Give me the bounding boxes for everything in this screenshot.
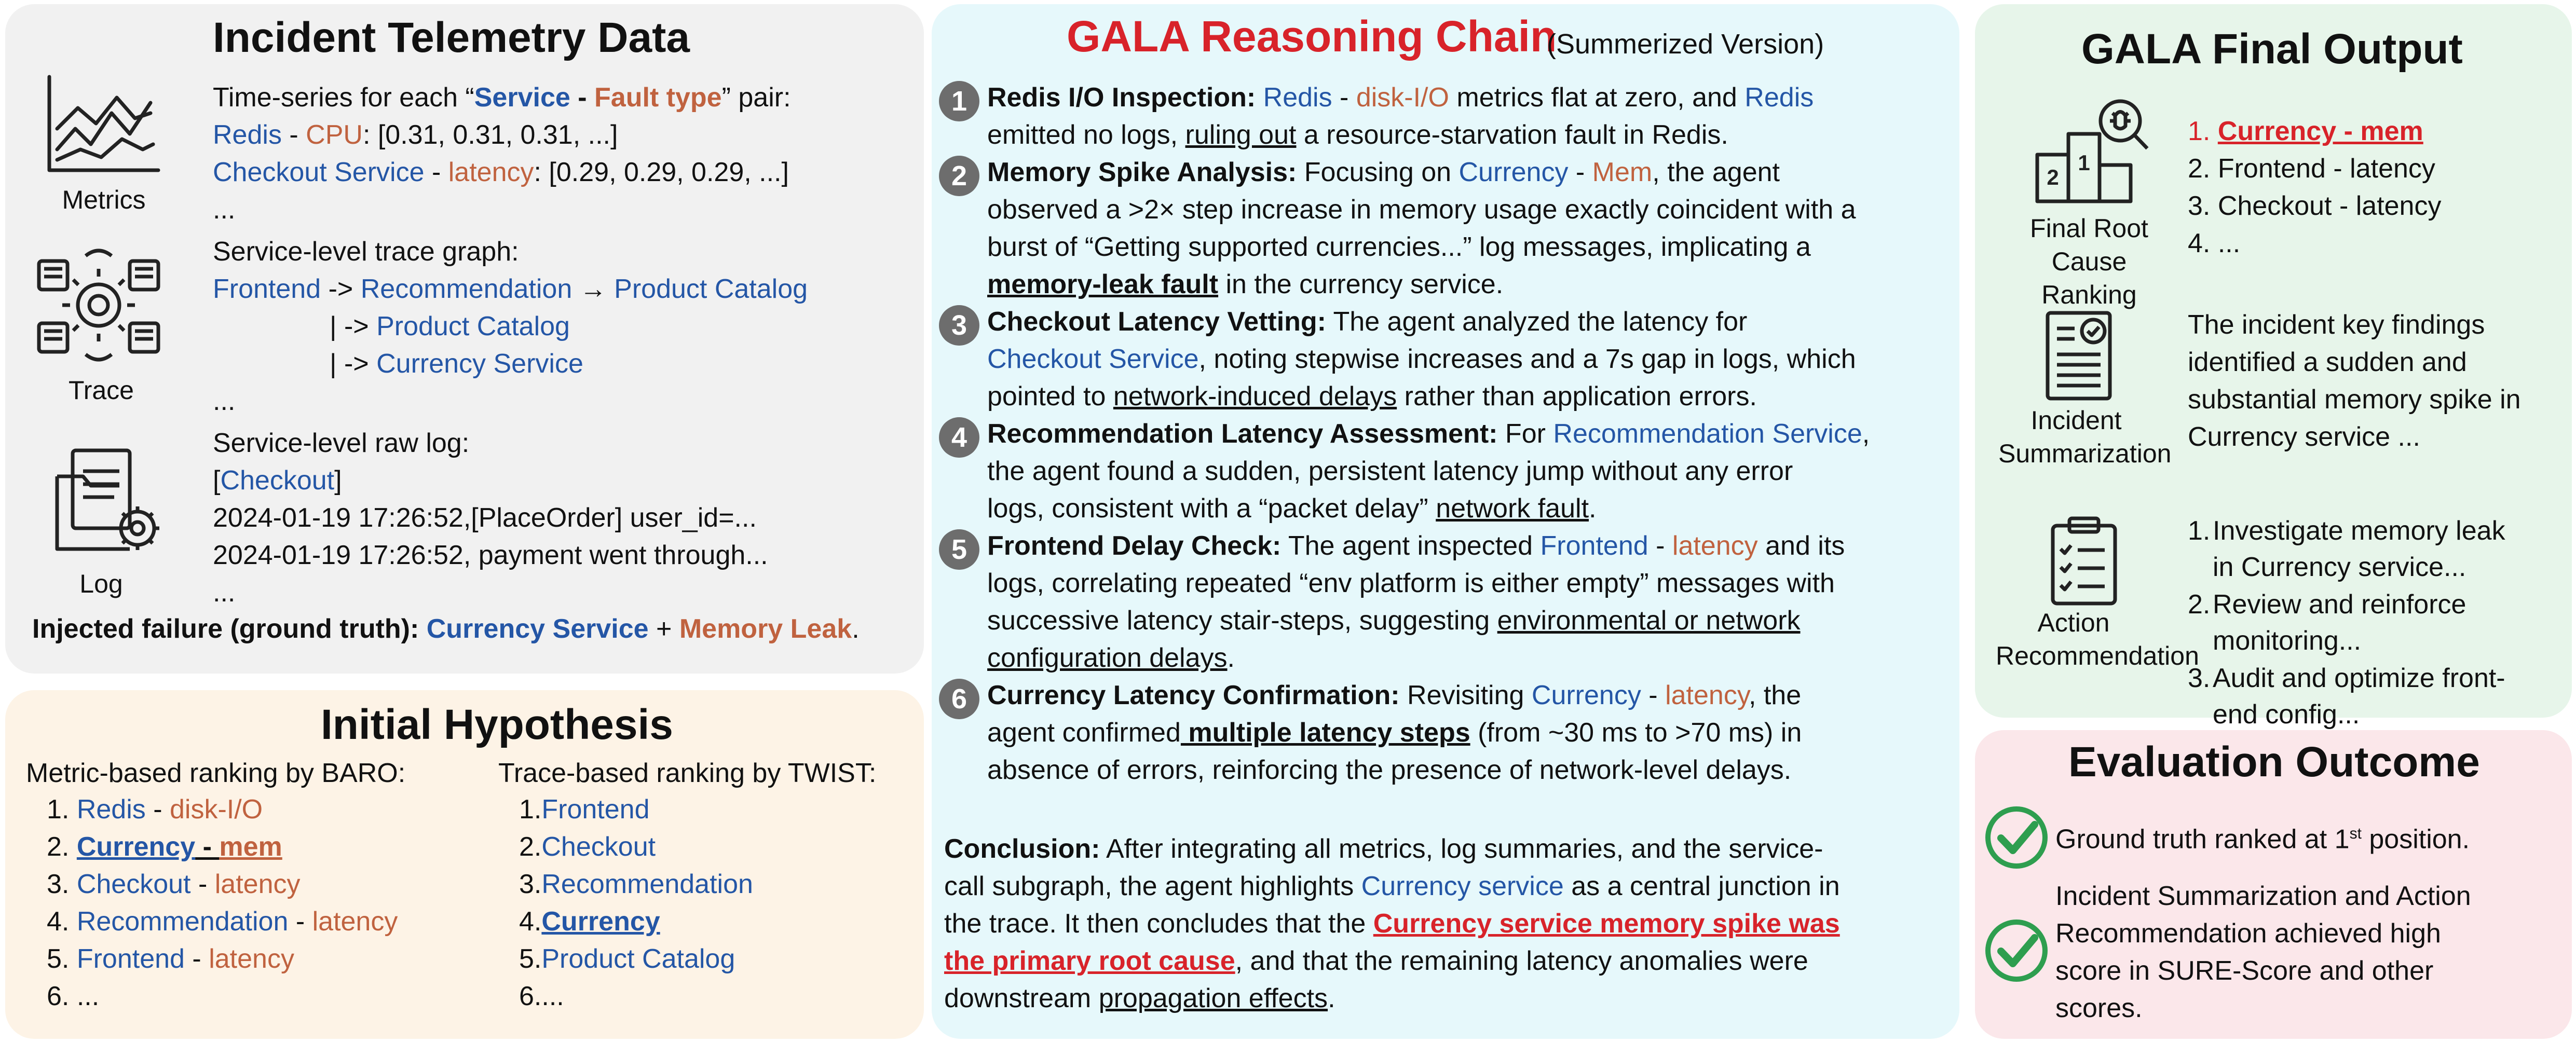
rank-number: 1. [519,794,542,825]
rank-text: Frontend - latency [2217,154,2435,184]
rank-service: Frontend [541,794,650,825]
step-6-line-3: absence of errors, reinforcing the presence of network-level delays. [987,755,1792,785]
rank-metric: disk-I/O [170,794,263,825]
gala-title: GALA Reasoning Chain [1067,12,1557,61]
step-2-badge: 2 [939,156,979,196]
root-cause-item [2188,116,2423,147]
step-3-badge: 3 [939,305,979,346]
rank-number: 6. [519,981,542,1011]
twist-rank-item [519,794,650,825]
metric-row-2: Checkout Service - latency: [0.29, 0.29, 0.29, ...] [213,157,789,187]
action-line: end config... [2213,699,2360,730]
rank-number: 2. [519,832,542,862]
conclusion-line-2: call subgraph, the agent highlights Currency service as a central junction in [944,871,1840,901]
metric-row-1: Redis - CPU: [0.31, 0.31, 0.31, ...] [213,120,618,150]
evaluation-line: Incident Summarization and Action [2055,881,2471,911]
step-1-badge: 1 [939,81,979,121]
rank-metric: latency [214,869,301,899]
evaluation-title: Evaluation Outcome [2068,738,2480,786]
gala-panel [932,4,1959,1039]
trace-row-1: Frontend -> Recommendation → Product Catalog [213,274,808,304]
rank-dash: - [288,907,312,937]
ellipsis: ... [213,195,236,225]
twist-rank-item [519,869,753,900]
step-1-line-2: emitted no logs, ruling out a resource-starvation fault in Redis. [987,120,1728,150]
rank-service: Currency [541,907,660,937]
rank-service: Recommendation [76,907,289,937]
rank-service: Currency [76,832,196,862]
trace-label: Trace [69,376,134,405]
rank-text: Checkout - latency [2217,191,2442,221]
rank-service: Redis [76,794,146,825]
telemetry-panel [5,4,924,674]
rank-service: Frontend [76,944,185,974]
action-number: 1. [2188,516,2211,546]
summary-line: Currency service ... [2188,422,2420,452]
evaluation-rank-result: Ground truth ranked at 1st position. [2055,824,2470,855]
baro-rank-item [47,943,294,975]
action-line: monitoring... [2213,626,2362,656]
root-cause-item [2188,228,2240,259]
final-output-title: GALA Final Output [2081,25,2463,73]
conclusion-line-1: Conclusion: After integrating all metrics, log summaries, and the service- [944,834,1823,864]
rank-service: Product Catalog [541,944,735,974]
rank-label: Final Root Cause Ranking [2030,214,2148,309]
root-cause-item [2188,190,2441,222]
rank-metric: latency [209,944,294,974]
action-number: 2. [2188,589,2211,620]
log-line-1: 2024-01-19 17:26:52,[PlaceOrder] user_id=... [213,503,757,533]
log-label: Log [79,569,123,598]
metrics-chart-icon [39,72,163,181]
evaluation-line: Recommendation achieved high [2055,918,2441,949]
summary-line: substantial memory spike in [2188,385,2521,415]
rank-service: ... [541,981,564,1011]
baro-rank-item [47,906,398,937]
check-circle-icon [1983,917,2050,984]
gala-subtitle: (Summerized Version) [1547,29,1824,60]
step-5-line-1: Frontend Delay Check: The agent inspected Frontend - latency and its [987,531,1845,561]
conclusion-line-4: the primary root cause, and that the remaining latency anomalies were [944,946,1808,976]
hypothesis-panel [5,690,924,1039]
hypothesis-title: Initial Hypothesis [321,701,673,748]
log-service: [Checkout] [213,465,342,496]
rank-number: 2. [47,832,70,862]
conclusion-line-3: the trace. It then concludes that the Currency service memory spike was [944,909,1840,939]
step-4-badge: 4 [939,417,979,458]
ellipsis: ... [213,386,236,416]
step-5-line-2: logs, correlating repeated “env platform is either empty” messages with [987,568,1835,598]
summary-line: identified a sudden and [2188,347,2467,377]
rank-metric: mem [219,832,282,862]
rank-dash: - [145,794,170,825]
rank-service: Checkout [76,869,191,899]
step-4-line-1: Recommendation Latency Assessment: For Recommendation Service, [987,419,1870,449]
raw-log-title: Service-level raw log: [213,428,470,458]
svg-text:2: 2 [2047,165,2059,189]
step-5-line-3: successive latency stair-steps, suggesting environmental or network [987,606,1801,636]
rank-service: Recommendation [541,869,753,899]
rank-text: Currency - mem [2217,116,2423,146]
twist-rank-item [519,981,564,1012]
step-2-line-4: memory-leak fault in the currency service. [987,269,1504,299]
step-5-line-4: configuration delays. [987,643,1235,673]
step-2-line-2: observed a >2× step increase in memory usage exactly coincident with a [987,195,1856,225]
rank-service: ... [76,981,100,1011]
rank-number: 5. [519,944,542,974]
twist-rank-item [519,943,735,975]
rank-text: ... [2217,228,2241,258]
rank-number: 6. [47,981,70,1011]
baro-rank-item [47,794,263,825]
evaluation-line: score in SURE-Score and other [2055,956,2434,986]
summarization-label: Incident Summarization [1998,406,2172,468]
log-folder-icon [52,445,171,559]
action-line: Investigate memory leak [2213,516,2505,546]
check-circle-icon [1983,804,2050,871]
trace-graph-title: Service-level trace graph: [213,237,519,267]
rank-number: 3. [2188,191,2211,221]
baro-rank-item [47,869,301,900]
rank-number: 2. [2188,154,2211,184]
step-5-badge: 5 [939,529,979,570]
root-cause-item [2188,153,2435,184]
action-label: Action Recommendation [1996,608,2199,670]
evaluation-line: scores. [2055,993,2143,1023]
baro-rank-item [47,831,282,862]
step-4-line-3: logs, consistent with a “packet delay” network fault. [987,493,1597,524]
injected-failure: Injected failure (ground truth): Currency Service + Memory Leak. [32,614,860,644]
rank-number: 1. [2188,116,2211,146]
step-3-line-1: Checkout Latency Vetting: The agent analyzed the latency for [987,307,1748,337]
evaluation-panel [1975,730,2572,1039]
summary-line: The incident key findings [2188,310,2485,340]
rank-number: 4. [2188,228,2211,258]
twist-rank-item [519,906,660,937]
twist-title: Trace-based ranking by TWIST: [498,758,877,788]
rank-number: 1. [47,794,70,825]
trace-gear-icon [34,245,163,365]
ellipsis: ... [213,578,236,608]
twist-rank-item [519,831,656,862]
rank-metric: latency [312,907,398,937]
rank-number: 4. [47,907,70,937]
action-number: 3. [2188,663,2211,693]
action-line: Audit and optimize front- [2213,663,2505,693]
rank-number: 3. [47,869,70,899]
step-1-line-1: Redis I/O Inspection: Redis - disk-I/O metrics flat at zero, and Redis [987,83,1814,113]
rank-dash: - [184,944,209,974]
timeseries-line: Time-series for each “Service - Fault type” pair: [213,83,791,113]
step-2-line-3: burst of “Getting supported currencies...” log messages, implicating a [987,232,1811,262]
step-2-line-1: Memory Spike Analysis: Focusing on Currency - Mem, the agent [987,157,1780,187]
rank-service: Checkout [541,832,656,862]
step-4-line-2: the agent found a sudden, persistent latency jump without any error [987,456,1793,486]
step-3-line-2: Checkout Service, noting stepwise increases and a 7s gap in logs, which [987,344,1856,374]
clipboard-checklist-icon [2048,515,2120,606]
step-6-badge: 6 [939,679,979,719]
step-6-line-2: agent confirmed multiple latency steps (from ~30 ms to >70 ms) in [987,718,1802,748]
trace-row-3: | -> Currency Service [330,349,583,379]
baro-rank-item [47,981,99,1012]
metrics-label: Metrics [62,185,146,214]
action-line: Review and reinforce [2213,589,2466,620]
step-6-line-1: Currency Latency Confirmation: Revisiting Currency - latency, the [987,680,1802,710]
podium-ranking-icon [2032,92,2151,207]
rank-dash: - [190,869,215,899]
rank-number: 5. [47,944,70,974]
telemetry-title: Incident Telemetry Data [213,14,690,61]
step-3-line-3: pointed to network-induced delays rather than application errors. [987,381,1757,411]
rank-number: 3. [519,869,542,899]
rank-dash: - [195,832,220,862]
final-output-panel [1975,4,2572,730]
conclusion-line-5: downstream propagation effects. [944,983,1335,1013]
document-summary-icon [2042,308,2120,404]
baro-title: Metric-based ranking by BARO: [26,758,406,788]
log-line-2: 2024-01-19 17:26:52, payment went through... [213,540,768,570]
trace-row-2: | -> Product Catalog [330,311,570,341]
action-line: in Currency service... [2213,552,2466,582]
svg-text:1: 1 [2078,150,2090,175]
rank-number: 4. [519,907,542,937]
